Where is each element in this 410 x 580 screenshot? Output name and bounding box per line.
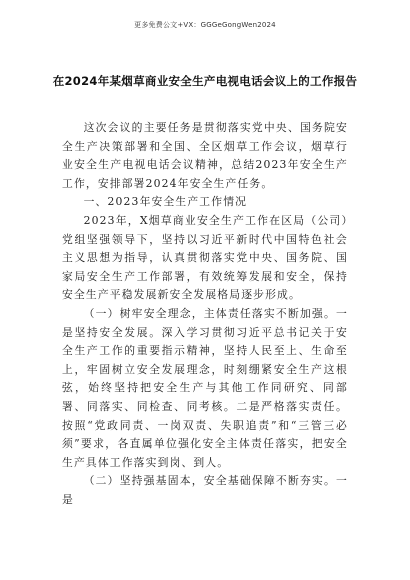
- paragraph-item-2: （二）坚持强基固本，安全基础保障不断夯实。一是: [62, 474, 348, 506]
- paragraph-overview: 2023年，X烟草商业安全生产工作在区局（公司）党组坚强领导下，坚持以习近平新时代中国特色社会主义思想为指导，认真贯彻落实党中央、国务院、国家局安全生产工作部署，有效统筹发展和安全，保持安全生产平稳发展新安全发展格局逐步形成。: [62, 213, 348, 302]
- document-body: [62, 119, 348, 509]
- paragraph-intro: 这次会议的主要任务是贯彻落实党中央、国务院安全生产决策部署和全国、全区烟草工作会议，烟草行业安全生产电视电话会议精神，总结2023年安全生产工作，安排部署2024年安全生产任务。: [62, 121, 348, 190]
- section-heading-1: 一、2023年安全生产工作情况: [83, 195, 248, 209]
- header-note: 更多免费公文+VX：GGGeGongWen2024: [134, 21, 276, 29]
- document-title: 在2024年某烟草商业安全生产电视电话会议上的工作报告: [52, 74, 358, 88]
- paragraph-item-1: （一）树牢安全理念，主体责任落实不断加强。一是坚持安全发展。深入学习贯彻习近平总书记关于安全生产工作的重要指示精神，坚持人民至上、生命至上，牢固树立安全发展理念，时刻绷紧安全生产这根弦，始终坚持把安全生产与其他工作同研究、同部署、同落实、同检查、同考核。二是严格落实责任。按照“党政同责、一岗双责、失职追责”和“三管三必须”要求，各直属单位强化安全主体责任落实，把安全生产具体工作落实到岗、到人。: [62, 306, 348, 469]
